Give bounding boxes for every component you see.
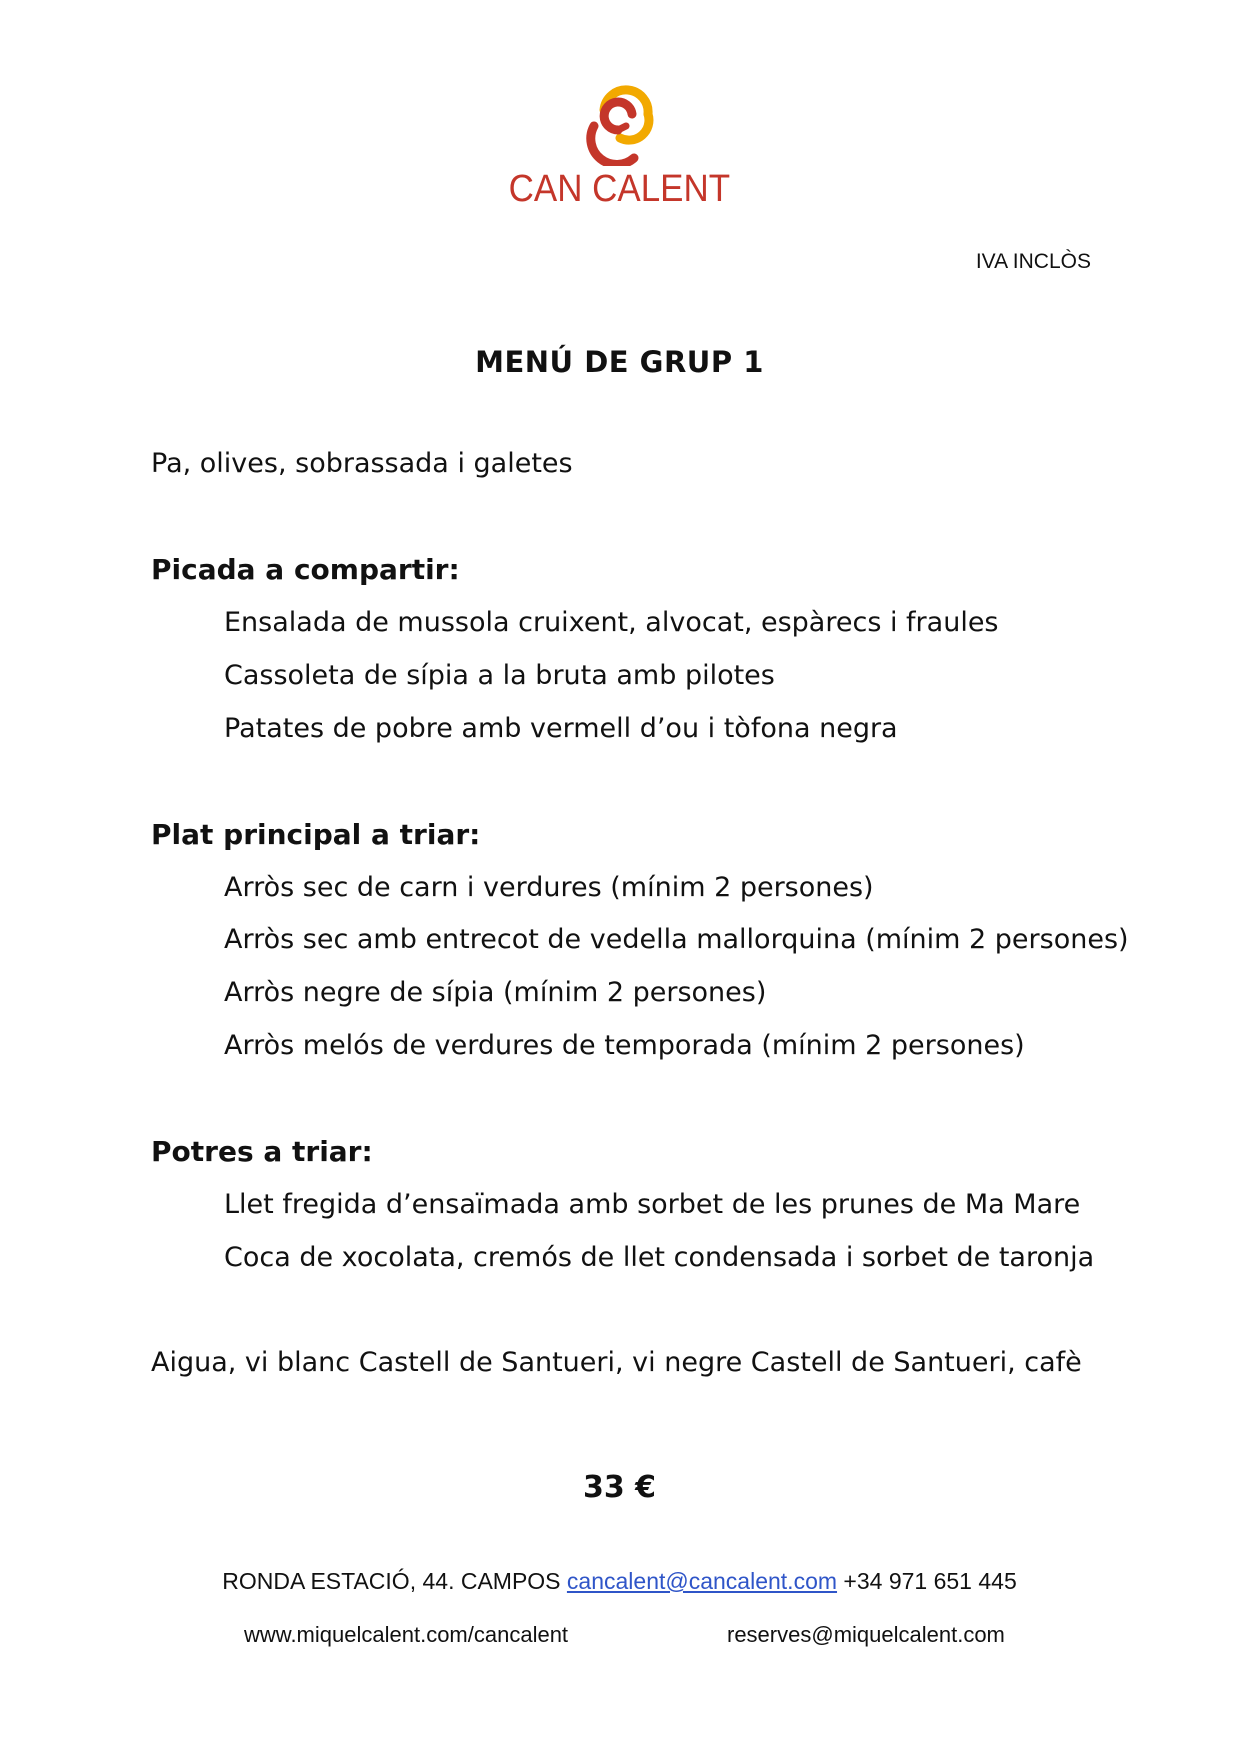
footer-email-link[interactable]: cancalent@cancalent.com (566, 1568, 838, 1594)
menu-item: Coca de xocolata, cremós de llet condensada i sorbet de taronja (224, 1242, 1095, 1273)
starter-line: Pa, olives, sobrassada i galetes (151, 448, 573, 479)
brand-logo (0, 80, 1239, 211)
menu-title: MENÚ DE GRUP 1 (475, 345, 764, 379)
brand-name: CAN CALENT (508, 168, 731, 210)
menu-price: 33 € (582, 1470, 657, 1505)
menu-item: Ensalada de mussola cruixent, alvocat, espàrecs i fraules (224, 607, 999, 638)
menu-item: Arròs melós de verdures de temporada (mínim 2 persones) (224, 1030, 1025, 1061)
menu-item: Arròs negre de sípia (mínim 2 persones) (224, 977, 767, 1008)
section-heading-picada: Picada a compartir: (151, 553, 460, 586)
menu-item: Patates de pobre amb vermell d’ou i tòfona negra (224, 713, 898, 744)
section-heading-plat-principal: Plat principal a triar: (151, 818, 481, 851)
menu-item: Arròs sec de carn i verdures (mínim 2 persones) (224, 872, 874, 903)
menu-item: Arròs sec amb entrecot de vedella mallorquina (mínim 2 persones) (224, 924, 1129, 955)
menu-item: Cassoleta de sípia a la bruta amb pilotes (224, 660, 775, 691)
footer-phone: +34 971 651 445 (843, 1568, 1017, 1594)
footer-website: www.miquelcalent.com/cancalent (244, 1622, 569, 1647)
drinks-line: Aigua, vi blanc Castell de Santueri, vi negre Castell de Santueri, cafè (151, 1347, 1082, 1378)
footer-address: RONDA ESTACIÓ, 44. CAMPOS (222, 1568, 561, 1594)
footer-contact-line (0, 1568, 1239, 1595)
iva-note: IVA INCLÒS (975, 250, 1091, 273)
section-heading-postres: Potres a triar: (151, 1135, 373, 1168)
menu-item: Llet fregida d’ensaïmada amb sorbet de les prunes de Ma Mare (224, 1189, 1081, 1220)
can-calent-swirl-logo-icon (582, 80, 658, 166)
footer-reservations-email: reserves@miquelcalent.com (727, 1622, 1005, 1647)
